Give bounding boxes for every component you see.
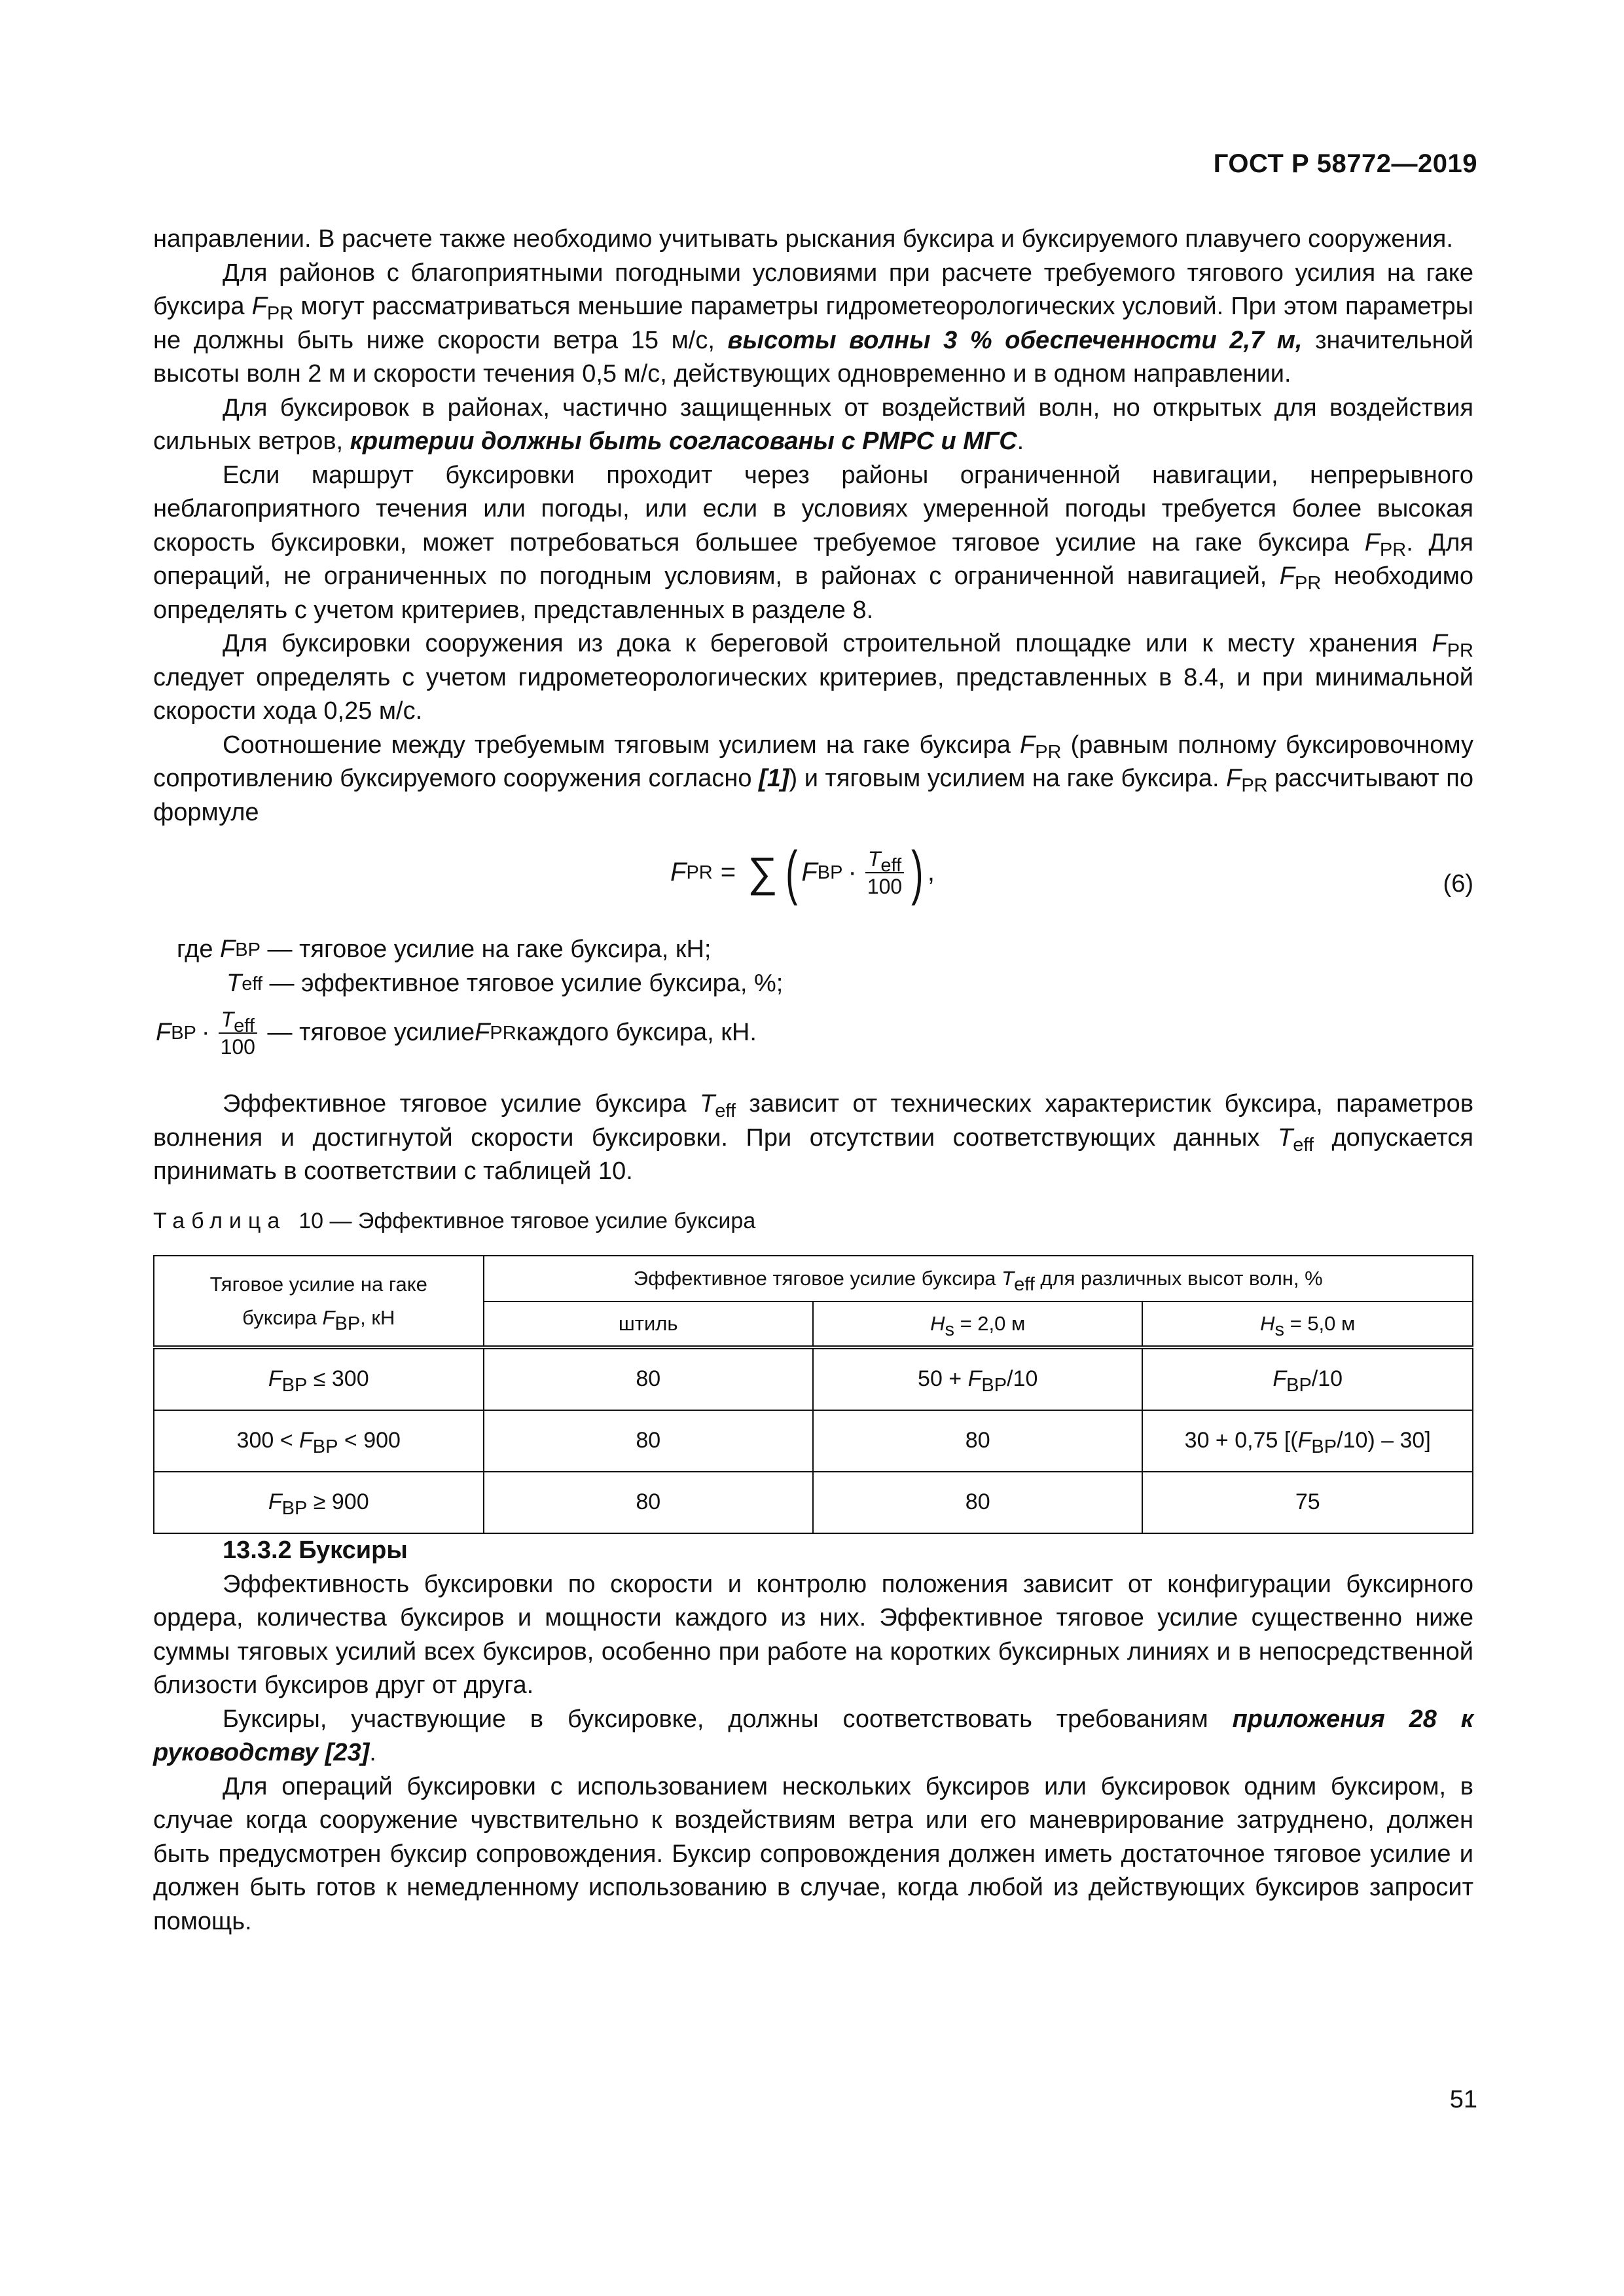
subscript-eff: eff: [1293, 1134, 1314, 1156]
symbol-f: F: [967, 1366, 982, 1392]
paragraph-favorable-weather: [153, 257, 1473, 392]
subscript-pr: PR: [1447, 640, 1473, 661]
cell-condition: [154, 1410, 484, 1472]
paragraph-effective-pull: [153, 1087, 1473, 1189]
equals-sign: =: [720, 858, 736, 887]
formula-6: [153, 833, 1473, 933]
legend-teff: T eff — эффективное тяговое усилие буксира, %;: [226, 967, 783, 1001]
paragraph-tug-requirements: [153, 1703, 1473, 1770]
cell-hs-5: [1142, 1410, 1473, 1472]
reference-1[interactable]: [1]: [759, 765, 789, 792]
col-header-pull: [154, 1256, 484, 1347]
cell-text: /10: [1311, 1366, 1343, 1392]
legend-product: F BP · $\frac{T_{eff}}{100}$ — тяговое усилие F PR каждого буксира, кН.: [156, 1008, 757, 1059]
dash: —: [267, 1019, 293, 1047]
text: Для районов с благоприятными погодными условиями при расчете требуемого тягового усилия на гаке буксира: [153, 259, 1473, 320]
symbol-f: F: [1432, 630, 1447, 657]
subscript-pr: PR: [1295, 573, 1322, 594]
cell-text: 300 <: [236, 1428, 300, 1453]
subscript-bp: BP: [334, 1313, 361, 1334]
cell-text: /10) – 30]: [1337, 1428, 1431, 1453]
formula-expression: F PR = ∑ ( F BP · $\frac{T_{eff}}{100}$ ) ,: [670, 839, 935, 906]
reference-appendix-28[interactable]: приложения 28 к руководству [23]: [153, 1705, 1473, 1766]
denominator: 100: [220, 1035, 255, 1059]
header-text-line2: [161, 1301, 477, 1335]
where-word: где: [177, 936, 213, 963]
subscript-eff: eff: [880, 855, 902, 876]
header-text: Тяговое усилие на гаке: [209, 1272, 427, 1296]
symbol-f: F: [268, 1366, 282, 1392]
symbol-f: F: [475, 1019, 490, 1047]
cell-calm: 80: [484, 1410, 813, 1472]
cell-text: /10: [1007, 1366, 1038, 1392]
cell-calm: 80: [484, 1472, 813, 1533]
symbol-f: F: [1279, 562, 1295, 590]
header-text: для различных высот волн, %: [1034, 1267, 1323, 1290]
numerator: [219, 1006, 257, 1034]
paragraph-protected-areas: [153, 392, 1473, 459]
text: Для буксировок в районах, частично защищенных от воздействий волн, но открытых для воздействия сильных ветров,: [153, 393, 1473, 455]
legend-fbp: где F BP — тяговое усилие на гаке буксира, кН;: [177, 933, 711, 967]
caption-text: 10 — Эффективное тяговое усилие буксира: [298, 1208, 756, 1233]
subscript-s: s: [1274, 1319, 1284, 1341]
symbol-h: H: [1260, 1312, 1275, 1336]
symbol-t: T: [867, 847, 881, 871]
table-row: [154, 1410, 1473, 1472]
table-row: [154, 1347, 1473, 1410]
symbol-f: F: [220, 936, 236, 963]
legend-text: тяговое усилие: [299, 1019, 475, 1047]
symbol-f: F: [1297, 1428, 1312, 1453]
text: могут рассматриваться меньшие параметры гидрометеорологических условий. При этом параметры не должны быть ниже скорости ветра 15 м/с,: [153, 293, 1473, 354]
paragraph-continuation: направлении. В расчете также необходимо учитывать рыскания буксира и буксируемого плавучего сооружения.: [153, 225, 1453, 253]
cell-hs-5: [1142, 1347, 1473, 1410]
cell-condition: [154, 1347, 484, 1410]
text: зависит от технических характеристик буксира, параметров волнения и достигнутой скорости буксировки. При отсутствии соответствующих данных: [153, 1090, 1474, 1152]
paren-close: ): [911, 839, 924, 906]
dash: —: [269, 970, 295, 997]
subscript-pr: PR: [266, 303, 294, 324]
text: (равным полному буксировочному сопротивлению буксируемого сооружения согласно: [153, 731, 1473, 792]
text: Буксиры, участвующие в буксировке, должны соответствовать требованиям: [223, 1705, 1233, 1733]
text: допускается принимать в соответствии с таблицей 10.: [153, 1123, 1473, 1185]
denominator: 100: [867, 875, 903, 898]
symbol-f: F: [801, 858, 818, 887]
symbol-h: H: [930, 1312, 945, 1336]
symbol-f: F: [1226, 765, 1242, 792]
table-header-row: [154, 1256, 1473, 1302]
legend-text: эффективное тяговое усилие буксира, %;: [301, 970, 784, 997]
document-code: ГОСТ Р 58772—2019: [1213, 149, 1477, 178]
header-text: буксира: [242, 1306, 323, 1329]
symbol-t: T: [221, 1008, 234, 1031]
header-text: = 5,0 м: [1284, 1312, 1356, 1336]
text: .: [1017, 428, 1024, 455]
text: Эффективное тяговое усилие буксира: [223, 1090, 700, 1118]
dot-operator: ·: [848, 858, 857, 887]
legend-text: каждого буксира, кН.: [516, 1019, 757, 1047]
text: .: [369, 1739, 376, 1766]
cell-hs-2: 80: [813, 1410, 1142, 1472]
subscript-eff: eff: [234, 1015, 255, 1036]
cell-hs-2: 80: [813, 1472, 1142, 1533]
bold-criteria: критерии должны быть согласованы с РМРС и МГС: [350, 428, 1017, 455]
formula-number: (6): [1443, 870, 1473, 898]
cell-condition: [154, 1472, 484, 1533]
subheader-hs-2: [813, 1302, 1142, 1347]
symbol-f: F: [670, 858, 687, 887]
effective-pull-table: [153, 1255, 1473, 1534]
symbol-f: F: [1272, 1366, 1287, 1392]
cell-calm: 80: [484, 1347, 813, 1410]
text: необходимо определять с учетом критериев, представленных в разделе 8.: [153, 562, 1473, 624]
symbol-f: F: [1364, 528, 1380, 556]
symbol-f: F: [299, 1428, 313, 1453]
cell-text: 30 + 0,75 [(: [1184, 1428, 1298, 1453]
text: . Для операций, не ограниченных по погодным условиям, в районах с ограниченной навигацией,: [153, 528, 1473, 590]
cell-hs-5: 75: [1142, 1472, 1473, 1533]
subscript-pr: PR: [1379, 539, 1407, 560]
page-number: 51: [1449, 2086, 1477, 2113]
subscript-bp: BP: [281, 1375, 308, 1396]
symbol-f: F: [1020, 731, 1036, 759]
text: следует определять с учетом гидрометеорологических критериев, представленных в 8.4, и при минимальной скорости хода 0,25 м/с.: [153, 663, 1473, 725]
cell-text: ≥ 900: [307, 1489, 369, 1515]
bold-wave-height: высоты волны 3 % обеспеченности 2,7 м,: [727, 326, 1303, 354]
subscript-pr: PR: [1035, 741, 1062, 763]
formula-legend: [153, 933, 1473, 1087]
cell-text: < 900: [338, 1428, 401, 1453]
header-unit: , кН: [360, 1306, 395, 1329]
header-text: Эффективное тяговое усилие буксира: [633, 1267, 1002, 1290]
symbol-f: F: [156, 1019, 171, 1047]
caption-word: Таблица: [153, 1208, 287, 1233]
text: Для буксировки сооружения из дока к береговой строительной площадке или к месту хранения: [223, 630, 1432, 657]
paragraph-tug-efficiency: Эффективность буксировки по скорости и контролю положения зависит от конфигурации буксирного ордера, количества буксиров и мощности каждого из них. Эффективное тяговое усилие существенно ниже суммы тяговых усилий всех буксиров, особенно при работе на коротких буксирных линиях и в непосредственной близости буксиров друг от друга.: [153, 1570, 1473, 1699]
cell-text: 50 +: [918, 1366, 968, 1392]
table-caption: [153, 1205, 1473, 1239]
dash: —: [267, 936, 293, 963]
comma: ,: [927, 858, 935, 887]
text: ) и тяговым усилием на гаке буксира.: [789, 765, 1227, 792]
subscript-eff: eff: [715, 1101, 736, 1121]
text: Соотношение между требуемым тяговым усилием на гаке буксира: [223, 731, 1020, 759]
subscript-bp: BP: [281, 1498, 308, 1520]
numerator: [865, 846, 904, 876]
subscript-bp: BP: [1286, 1375, 1312, 1396]
subscript-s: s: [945, 1319, 954, 1341]
paragraph-dock-towing: [153, 627, 1473, 729]
paragraph-restricted-navigation: [153, 459, 1473, 628]
subscript-bp: BP: [1311, 1436, 1337, 1458]
subheader-calm: штиль: [484, 1302, 813, 1347]
fraction-teff-100: [865, 846, 905, 900]
subheader-hs-5: [1142, 1302, 1473, 1347]
table-row: [154, 1472, 1473, 1533]
text: Если маршрут буксировки проходит через районы ограниченной навигации, непрерывного неблагоприятного течения или погоды, или если в условиях умеренной погоды требуется более высокая скорость буксировки, может потребоваться большее требуемое тяговое усилие на гаке буксира: [153, 461, 1473, 556]
subscript-bp: BP: [981, 1375, 1007, 1396]
paren-open: (: [785, 839, 798, 906]
dot-operator: ·: [201, 1019, 210, 1047]
section-title: 13.3.2 Буксиры: [223, 1537, 408, 1564]
text: рассчитывают по формуле: [153, 765, 1474, 826]
symbol-t: T: [1278, 1123, 1293, 1152]
fraction-teff-100: [218, 1006, 258, 1060]
symbol-t: T: [1001, 1267, 1015, 1290]
subscript-eff: eff: [1014, 1274, 1035, 1296]
symbol-t: T: [226, 970, 242, 997]
sum-sign: ∑: [748, 848, 778, 896]
main-content: [153, 223, 1473, 1939]
paragraph-escort-tug: Для операций буксировки с использованием нескольких буксиров или буксировок одним буксиром, в случае когда сооружение чувствительно к воздействиям ветра или его маневрирование затруднено, должен быть предусмотрен буксир сопровождения. Буксир сопровождения должен иметь достаточное тяговое усилие и должен быть готов к немедленному использованию в случае, когда любой из действующих буксиров запросит помощь.: [153, 1772, 1473, 1935]
symbol-t: T: [700, 1090, 715, 1118]
symbol-f: F: [268, 1489, 282, 1515]
paragraph-ratio: [153, 729, 1473, 830]
subscript-pr: PR: [1241, 775, 1268, 796]
text: значительной высоты волн 2 м и скорости течения 0,5 м/с, действующих одновременно и в одном направлении.: [153, 326, 1474, 388]
symbol-f: F: [322, 1306, 335, 1329]
legend-text: тяговое усилие на гаке буксира, кН;: [299, 936, 712, 963]
cell-hs-2: [813, 1347, 1142, 1410]
cell-text: ≤ 300: [307, 1366, 369, 1392]
subscript-bp: BP: [312, 1436, 338, 1458]
header-text: = 2,0 м: [954, 1312, 1026, 1336]
symbol-f: F: [251, 293, 267, 320]
group-header-effective: [484, 1256, 1473, 1302]
